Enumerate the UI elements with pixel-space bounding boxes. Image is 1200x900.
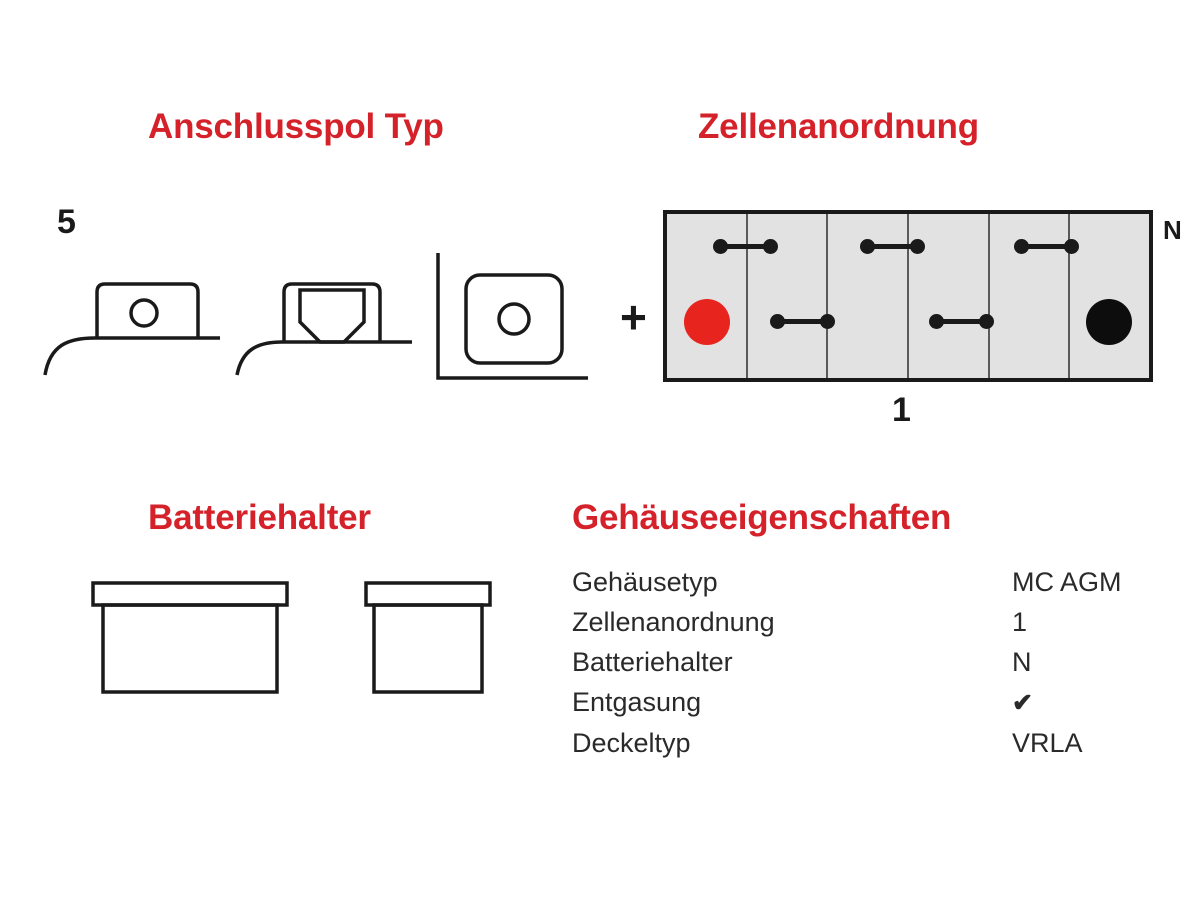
cell-layout-panel <box>620 95 1200 435</box>
spec-row <box>572 642 1142 682</box>
spec-value: 1 <box>1012 607 1028 637</box>
battery-holder-wide-icon <box>90 580 290 700</box>
terminal-corner-icon <box>420 243 595 393</box>
spec-row <box>572 682 1142 723</box>
cell-layout-diagram <box>663 210 1153 382</box>
housing-properties-title: Gehäuseeigenschaften <box>572 498 952 537</box>
negative-terminal-marker <box>1086 299 1132 345</box>
spec-label: Zellenanordnung <box>572 607 775 637</box>
spec-label: Batteriehalter <box>572 647 733 677</box>
housing-properties-panel <box>560 490 1200 790</box>
cell-1 <box>667 214 748 378</box>
battery-holder-panel <box>0 490 560 750</box>
terminal-type-title: Anschlusspol Typ <box>148 107 444 146</box>
spec-label: Gehäusetyp <box>572 567 718 597</box>
spec-label: Deckeltyp <box>572 728 691 758</box>
spec-value: MC AGM <box>1012 567 1122 597</box>
spec-value-check-icon: ✔ <box>1012 689 1033 717</box>
cell-4 <box>909 214 990 378</box>
cell-3 <box>828 214 909 378</box>
cell-layout-number: 1 <box>892 391 911 429</box>
cell-layout-letter: N <box>1163 215 1182 245</box>
spec-label: Entgasung <box>572 687 702 717</box>
positive-terminal-marker <box>684 299 730 345</box>
spec-row <box>572 602 1142 642</box>
cell-6 <box>1070 214 1149 378</box>
spec-value: N <box>1012 647 1032 677</box>
terminal-tapered-icon <box>232 270 417 380</box>
cell-2 <box>748 214 829 378</box>
terminal-type-number: 5 <box>57 203 76 241</box>
terminal-flat-icon <box>40 270 225 380</box>
battery-holder-narrow-icon <box>363 580 493 700</box>
spec-row <box>572 562 1142 602</box>
spec-value: VRLA <box>1012 728 1083 758</box>
terminal-type-panel <box>0 95 620 415</box>
housing-properties-list <box>572 562 1142 763</box>
positive-polarity-label: + <box>620 291 647 343</box>
spec-row <box>572 723 1142 763</box>
cell-5 <box>990 214 1071 378</box>
battery-holder-title: Batteriehalter <box>148 498 371 537</box>
cell-layout-title: Zellenanordnung <box>698 107 979 146</box>
